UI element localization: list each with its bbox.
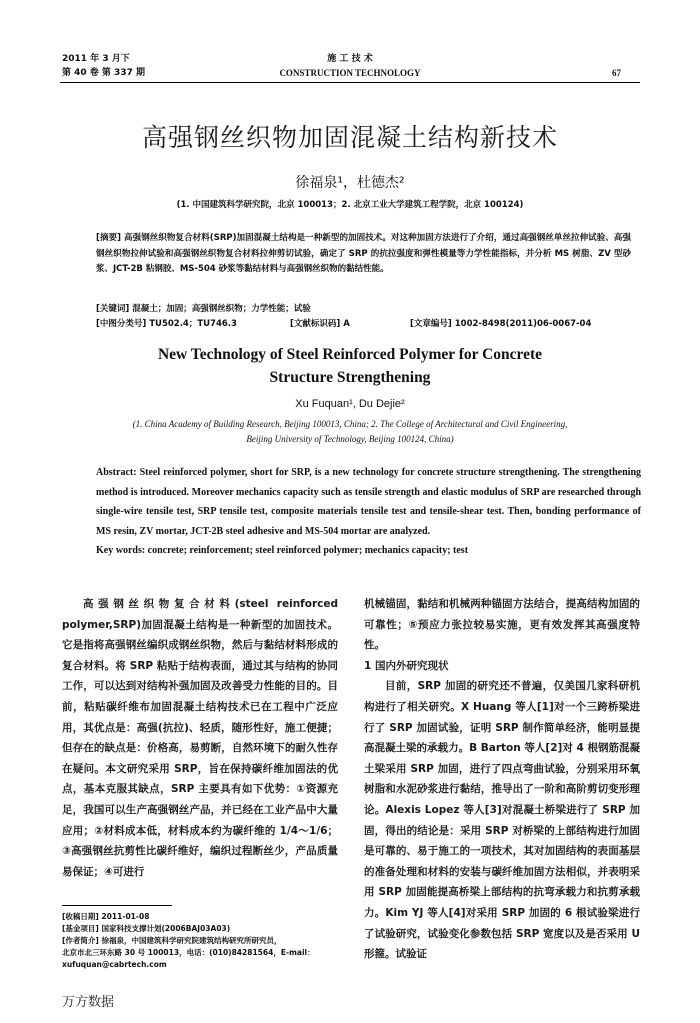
keywords-cn: [96, 302, 311, 317]
journal-name-en: CONSTRUCTION TECHNOLOGY: [279, 68, 421, 78]
clc-number: [96, 317, 237, 332]
footnote-author-1: [作者简介] 徐福泉，中国建筑科学研究院建筑结构研究所研究员，: [62, 936, 282, 945]
article-number: [410, 317, 591, 332]
abstract-en: [96, 463, 641, 561]
footnote-rule: [62, 905, 172, 906]
footnote: [62, 911, 342, 971]
section-heading: 1 国内外研究现状: [364, 659, 449, 672]
keywords-en-text: concrete; reinforcement; steel reinforced polymer; mechanics capacity; test: [147, 545, 469, 556]
abstract-cn-label: [摘要]: [96, 233, 121, 243]
body-paragraph: 机械锚固，黏结和机械两种锚固方法结合，提高结构加固的可靠性；⑤预应力张拉较易实施，更有效发挥其高强度特性。: [364, 598, 640, 652]
article-number-label: [文章编号]: [410, 319, 452, 329]
abstract-cn: [96, 231, 631, 278]
affiliations-en: [90, 417, 610, 447]
body-column-right: [364, 594, 640, 965]
authors-en: Xu Fuquan¹, Du Dejie²: [295, 398, 405, 410]
abstract-en-label: Abstract:: [96, 467, 137, 478]
body-column-left: [62, 594, 338, 882]
header-rule: [60, 82, 640, 83]
clc-label: [中图分类号]: [96, 319, 147, 329]
body-paragraph: 高强钢丝织物复合材料(steel reinforced polymer,SRP)加固混凝土结构是一种新型的加固技术。它是指将高强钢丝编织成钢丝织物，然后与黏结材料形成的复合材料。将 SRP 粘贴于结构表面，通过其与结构的协同工作，可以达到对结构补强加固及改善受力性能的目的。目前，粘贴碳纤维布加固混凝土结构技术已在工程中广泛应用，其优点是：高强(抗拉)、轻质，随形性好，施工便捷；但存在的缺点是：价格高，易剪断，自然环境下的耐久性存在疑问。本文研究采用 SRP，旨在保持碳纤维加固法的优点，基本克服其缺点，SRP 主要具有如下优势：①资源充足，我国可以生产高强钢丝产品，并已经在工业产品中大量应用；②材料成本低，材料成本约为碳纤维的 1/4～1/6；③高强钢丝抗剪性比碳纤维好，编织过程断丝少，产品质量易保证；④可进行: [62, 598, 338, 878]
watermark-text: 万方数据: [62, 995, 115, 1010]
doc-code-label: [文献标识码]: [290, 319, 341, 329]
keywords-cn-text: 混凝土；加固；高强钢丝织物；力学性能；试验: [132, 304, 311, 314]
body-paragraph: 目前，SRP 加固的研究还不普遍，仅美国几家科研机构进行了相关研究。X Huang 等人[1]对一个三跨桥梁进行了 SRP 加固试验，证明 SRP 制作简单经济，能明显提高混凝土梁的承载力。B Barton 等人[2]对 4 根钢筋混凝土梁采用 SRP 加固，进行了四点弯曲试验，分别采用环氧树脂和水泥砂浆进行黏结，推导出了一阶和高阶剪切变形理论。Alexis Lopez 等人[3]对混凝土桥梁进行了 SRP 加固，得出的结论是：采用 SRP 对桥梁的上部结构进行加固是可靠的、易于施工的一项技术，其对加固结构的表面基层的准备处理和材料的安装与碳纤维加固方法相似，并表明采用 SRP 加固能提高桥梁上部结构的抗弯承载力和抗剪承载力。Kim YJ 等人[4]对采用 SRP 加固的 6 根试验梁进行了试验研究，试验变化参数包括 SRP 宽度以及是否采用 U 形箍。试验证: [364, 680, 640, 961]
clc-value: TU502.4；TU746.3: [149, 319, 237, 329]
issue-volume: 第 40 卷 第 337 期: [62, 68, 145, 78]
issue-date: 2011 年 3 月下: [62, 54, 130, 64]
affiliations-en-line1: (1. China Academy of Building Research, Beijing 100013, China; 2. The College of Architectural and Civil Engineering,: [132, 419, 568, 429]
paper-title-en: [0, 343, 700, 389]
affiliations-cn: (1. 中国建筑科学研究院，北京 100013；2. 北京工业大学建筑工程学院，北京 100124): [176, 200, 524, 210]
document-code: [290, 317, 350, 332]
paper-title-cn: 高强钢丝织物加固混凝土结构新技术: [141, 123, 558, 152]
keywords-cn-label: [关键词]: [96, 304, 130, 314]
footnote-author-2: 北京市北三环东路 30 号 100013，电话：(010)84281564，E-mail：: [62, 948, 315, 957]
footnote-author-3: xufuquan@cabrtech.com: [62, 960, 167, 969]
affiliations-en-line2: Beijing University of Technology, Beijing 100124, China): [246, 434, 454, 444]
page-number: 67: [612, 68, 621, 78]
footnote-received: [收稿日期] 2011-01-08: [62, 912, 150, 921]
journal-name-cn: 施 工 技 术: [327, 54, 373, 64]
abstract-en-text: Steel reinforced polymer, short for SRP, is a new technology for concrete structure strengthening. The strengthening method is introduced. Moreover mechanics capacity such as tensile strength and elastic modulus of SRP are researched through single-wire tensile test, SRP tensile test, composite materials tensile test and tensile-shear test. Then, bonding performance of MS resin, ZV mortar, JCT-2B steel adhesive and MS-504 mortar are analyzed.: [96, 467, 642, 537]
paper-title-en-line2: Structure Strengthening: [269, 369, 431, 386]
footnote-fund: [基金项目] 国家科技支撑计划(2006BAJ03A03): [62, 924, 231, 933]
article-number-value: 1002-8498(2011)06-0067-04: [454, 319, 592, 329]
keywords-en-label: Key words:: [96, 545, 146, 556]
paper-title-en-line1: New Technology of Steel Reinforced Polymer for Concrete: [157, 346, 543, 363]
abstract-cn-text: 高强钢丝织物复合材料(SRP)加固混凝土结构是一种新型的加固技术。对这种加固方法进行了介绍，通过高强钢丝单丝拉伸试验、高强钢丝织物拉伸试验和高强钢丝织物复合材料拉伸剪切试验，确定了 SRP 的抗拉强度和弹性模量等力学性能指标，并分析 MS 树脂、ZV 型砂浆、JCT-2B 粘钢胶、MS-504 砂浆等黏结材料与高强钢丝织物的黏结性能。: [96, 233, 631, 274]
doc-code-value: A: [343, 319, 350, 329]
keywords-en: [96, 541, 641, 561]
authors-cn: 徐福泉¹，杜德杰²: [295, 175, 405, 191]
